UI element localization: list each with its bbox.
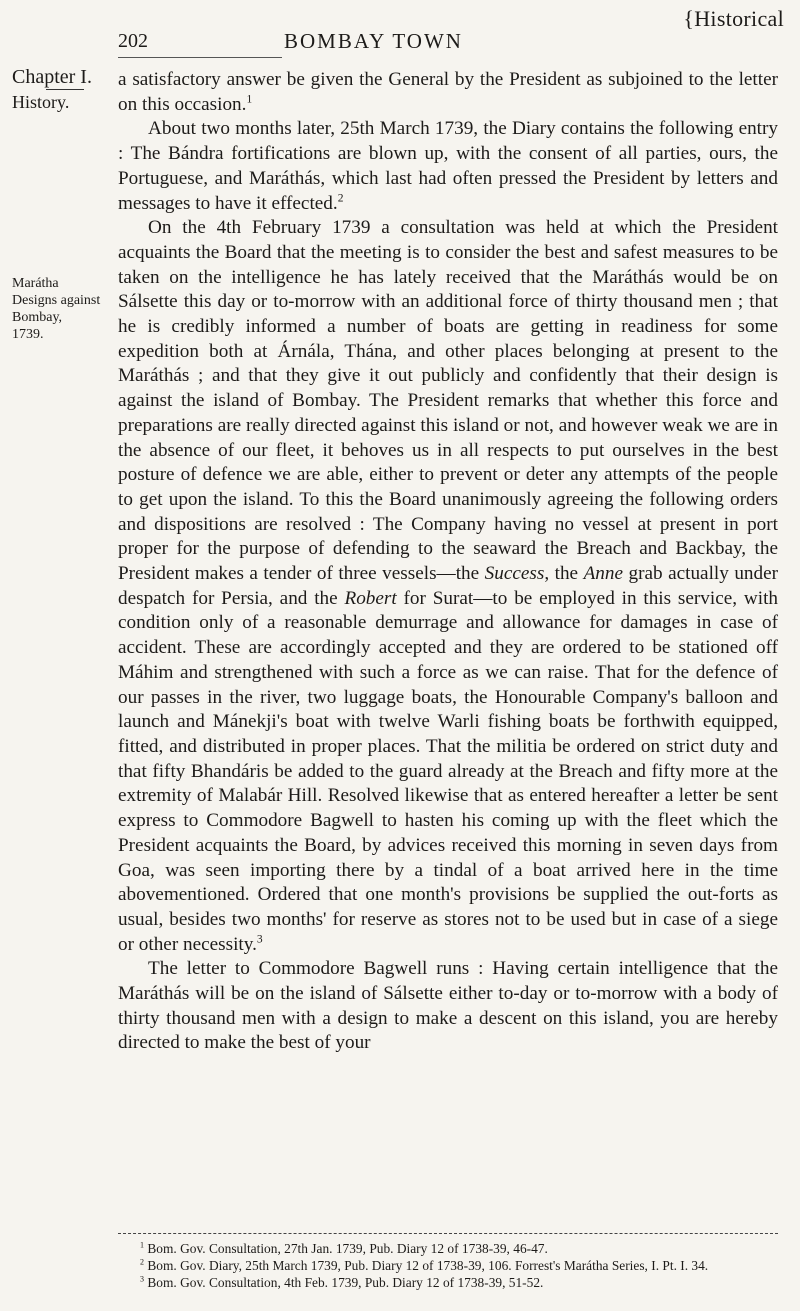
- footnote-text: Bom. Gov. Consultation, 4th Feb. 1739, Pub. Diary 12 of 1738-39, 51-52.: [147, 1275, 544, 1290]
- history-label: History.: [12, 92, 70, 112]
- footnote: [118, 1274, 778, 1291]
- margin-note-line: Marátha: [12, 276, 59, 291]
- footnote-rule: [118, 1233, 778, 1234]
- footnote-mark: 2: [140, 1257, 145, 1267]
- margin-note-line: 1739.: [12, 327, 44, 342]
- margin-note-line: Designs against: [12, 293, 101, 308]
- footnote: [118, 1240, 778, 1257]
- section-header: {Historical: [683, 6, 784, 31]
- paragraph-text: a satisfactory answer be given the General by the President as subjoined to the letter on this occasion.: [118, 69, 778, 115]
- paragraph-text: About two months later, 25th March 1739, the Diary contains the following entry : The Bándra fortifications are blown up, with the consent of all parties, ours, the Portuguese, and Maráthás, which last had often pressed the President by letters and messages to have it effected.: [118, 118, 778, 214]
- footnote: [118, 1257, 778, 1274]
- paragraph-text: The letter to Commodore Bagwell runs : Having certain intelligence that the Maráthás will be on the island of Sálsette either to-day or to-morrow with a body of thirty thousand men with a design to make a descent on this island, you are hereby directed to make the best of your: [118, 958, 778, 1054]
- header-rule: [118, 57, 282, 58]
- body-text: [118, 68, 778, 1056]
- ship-name: Anne: [583, 563, 624, 585]
- footnote-ref: 1: [246, 93, 253, 106]
- paragraph: [118, 117, 778, 216]
- margin-note: [12, 275, 108, 343]
- page-number: 202: [118, 30, 148, 52]
- footnote-ref: 3: [256, 933, 263, 946]
- margin-note-line: Bombay,: [12, 310, 63, 325]
- paragraph: [118, 957, 778, 1056]
- footnote-text: Bom. Gov. Diary, 25th March 1739, Pub. Diary 12 of 1738-39, 106. Forrest's Marátha Series, I. Pt. I. 34.: [147, 1258, 709, 1273]
- paragraph: [118, 68, 778, 117]
- footnote-mark: 3: [140, 1274, 145, 1284]
- margin-chapter: [12, 66, 108, 113]
- chapter-label: Chapter I.: [12, 66, 92, 88]
- ship-name: Robert: [344, 587, 397, 609]
- paragraph-text: grab actually under despatch for Persia, and the: [118, 563, 779, 609]
- footnotes: [118, 1240, 778, 1291]
- paragraph: [118, 216, 778, 957]
- running-title: BOMBAY TOWN: [284, 29, 463, 53]
- footnote-text: Bom. Gov. Consultation, 27th Jan. 1739, Pub. Diary 12 of 1738-39, 46-47.: [147, 1241, 548, 1256]
- ship-name: Success: [484, 563, 545, 585]
- paragraph-text: for Surat—to be employed in this service, with condition only of a reasonable demurrage and allowance for damages in case of accident. These are accordingly accepted and they are ordered to be stationed off Máhim and strengthened with such a force as we can raise. That for the defence of our passes in the river, two luggage boats, the Honourable Company's balloon and launch and Mánekji's boat with twelve Warli fishing boats be forthwith equipped, fitted, and distributed in proper places. That the militia be ordered on strict duty and that fifty Bhandáris be added to the guard already at the Breach and fifty more at the extremity of Malabár Hill. Resolved likewise that as entered hereafter a letter be sent express to Commodore Bagwell to hasten his coming up with the fleet which the President acquaints the Board, by advices received this morning in seven days from Goa, was seen importing there by a tindal of a boat arrived here in the time abovementioned. Ordered that one month's provisions be supplied the out-forts as usual, besides two months' for reserve as stores not to be used but in case of a siege or other necessity.: [118, 587, 778, 955]
- footnote-ref: 2: [337, 192, 344, 205]
- chapter-underline: [46, 89, 84, 90]
- footnote-mark: 1: [140, 1240, 145, 1250]
- paragraph-text: , the: [544, 563, 579, 585]
- paragraph-text: On the 4th February 1739 a consultation was held at which the President acquaints the Board that the meeting is to consider the best and safest measures to be taken on the intelligence he has lately received that the Maráthás would be on Sálsette this day or to-morrow with an additional force of thirty thousand men ; that he is credibly informed a number of boats are getting in readiness for some expedition both at Árnála, Thána, and other places belonging at present to the Maráthás ; and that they give it out publicly and confidently that their design is against the island of Bombay. The President remarks that whether this force and preparations are really directed against this island or not, and however weak we are in the absence of our fleet, it behoves us in all respects to put ourselves in the best posture of defence we are able, either to prevent or deter any attempts of the people to get upon the island. To this the Board unanimously agreeing the following orders and dispositions are resolved : The Company having no vessel at present in port proper for the purpose of defending to the seaward the Breach and Backbay, the President makes a tender of three vessels—the: [118, 217, 778, 585]
